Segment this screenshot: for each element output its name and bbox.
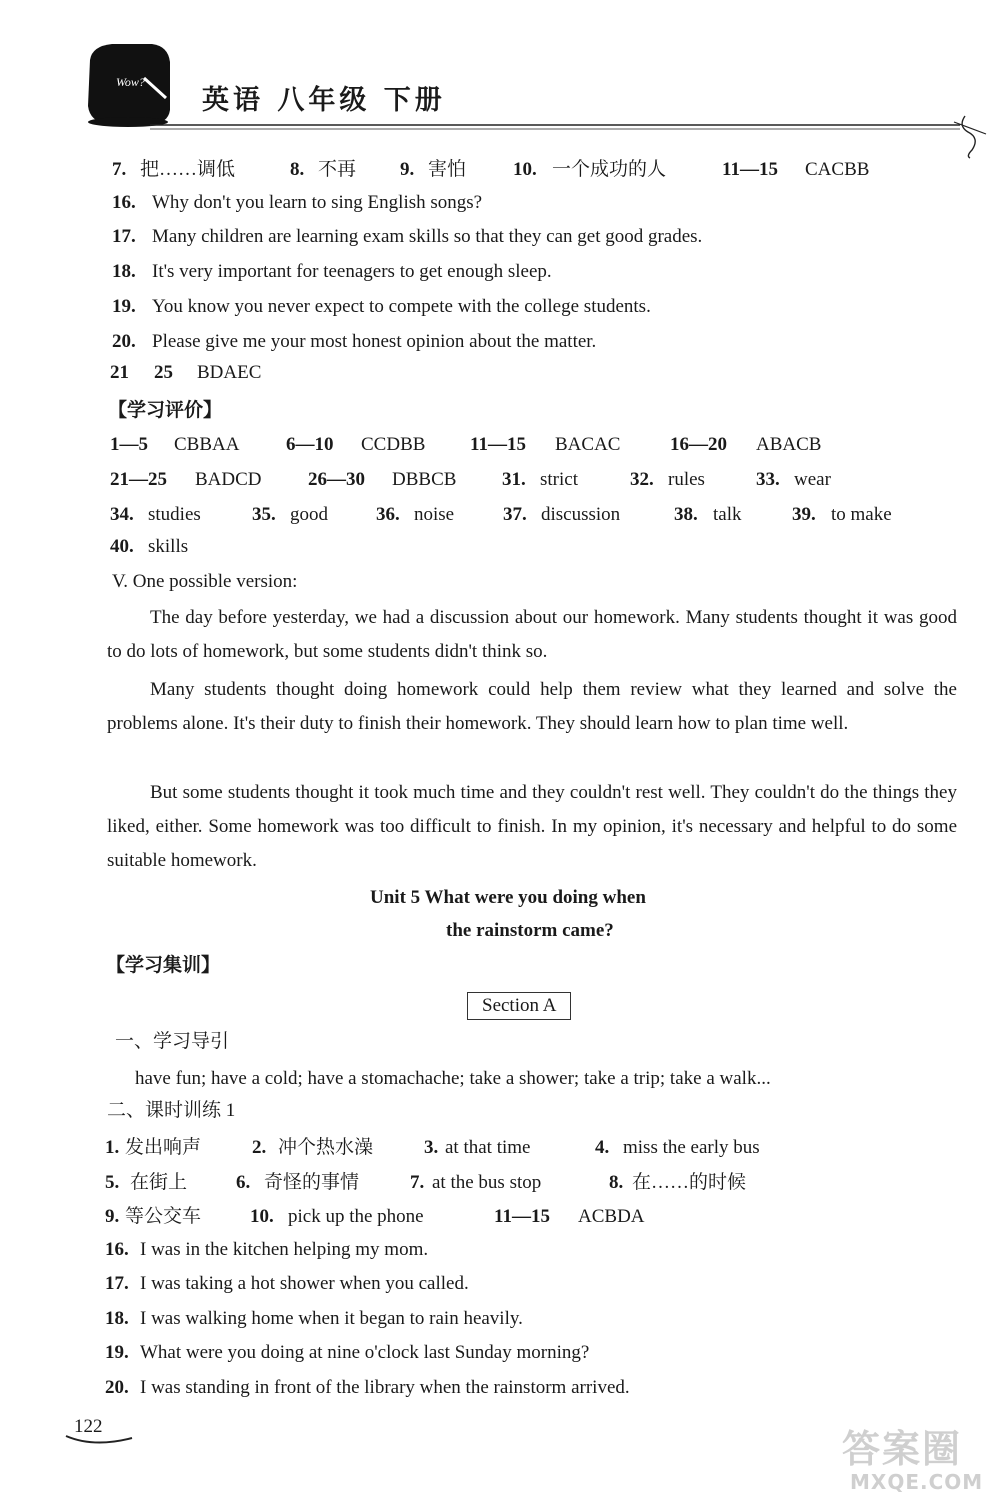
unit-title-line2: the rainstorm came?	[446, 920, 614, 941]
item-number: 33.	[756, 469, 780, 490]
section-label: 【学习集训】	[106, 955, 221, 976]
answer-row	[0, 1131, 1000, 1165]
item-answer: to make	[831, 504, 892, 525]
item-answer: I was walking home when it began to rain heavily.	[140, 1308, 523, 1329]
item-number: 1.	[105, 1137, 120, 1158]
guide-text: have fun; have a cold; have a stomachache; take a shower; take a trip; take a walk...	[135, 1068, 771, 1089]
item-answer: skills	[148, 536, 189, 557]
item-answer: BACAC	[555, 434, 621, 455]
item-number: 6—10	[286, 434, 334, 455]
item-number: 37.	[503, 504, 527, 525]
item-number: 2.	[252, 1137, 267, 1158]
section-box: Section A	[467, 992, 571, 1020]
item-answer: 不再	[318, 159, 357, 180]
item-number: 20.	[105, 1377, 129, 1398]
item-answer: 害怕	[428, 159, 467, 180]
item-answer: Please give me your most honest opinion about the matter.	[152, 331, 597, 352]
item-answer: DBBCB	[392, 469, 457, 490]
answer-row	[0, 1166, 1000, 1200]
subsection-heading: 二、课时训练 1	[107, 1100, 236, 1121]
item-number: 18.	[105, 1308, 129, 1329]
item-answer: talk	[713, 504, 742, 525]
item-answer: noise	[414, 504, 455, 525]
item-number: 18.	[112, 261, 136, 282]
essay-paragraph: But some students thought it took much time and they couldn't rest well. They couldn't do the things they liked, either. Some homework was too difficult to finish. In my opinion, it's necessary and helpful to do some suitable homework.	[107, 782, 957, 871]
item-number: 5.	[105, 1172, 120, 1193]
item-answer: BADCD	[195, 469, 262, 490]
header-logo-text: Wow?	[116, 75, 145, 89]
sentence-line	[0, 220, 1000, 254]
page-number: 122	[74, 1416, 103, 1437]
item-answer: wear	[794, 469, 831, 490]
version-heading: V. One possible version:	[112, 571, 298, 592]
item-answer: ACBDA	[578, 1206, 645, 1227]
answer-row	[0, 428, 1000, 462]
sentence-line	[0, 1233, 1000, 1267]
item-answer: Many children are learning exam skills so that they can get good grades.	[152, 226, 703, 247]
essay-paragraph: The day before yesterday, we had a discussion about our homework. Many students thought it was good to do lots of homework, but some students didn't think so.	[107, 607, 957, 662]
item-answer: strict	[540, 469, 578, 490]
watermark-logo: 答案圈	[842, 1427, 963, 1471]
item-answer: CACBB	[805, 159, 870, 180]
item-number: 1—5	[110, 434, 148, 455]
item-answer: I was in the kitchen helping my mom.	[140, 1239, 429, 1260]
item-answer: rules	[668, 469, 705, 490]
answer-row	[0, 498, 1000, 532]
answer-row	[0, 463, 1000, 497]
sentence-line	[0, 1336, 1000, 1370]
item-number: 17.	[112, 226, 136, 247]
item-number: 40.	[110, 536, 134, 557]
item-number: 35.	[252, 504, 276, 525]
item-number: 39.	[792, 504, 816, 525]
answer-row	[0, 356, 1000, 390]
item-number: 9.	[105, 1206, 120, 1227]
item-number: 4.	[595, 1137, 610, 1158]
item-number: 3.	[424, 1137, 439, 1158]
item-number: 19.	[105, 1342, 129, 1363]
item-number: 16.	[112, 192, 136, 213]
item-answer: BDAEC	[197, 362, 262, 383]
item-number: 26—30	[308, 469, 365, 490]
item-answer: good	[290, 504, 328, 525]
item-number: 32.	[630, 469, 654, 490]
item-number: 8.	[609, 1172, 624, 1193]
item-number: 10.	[250, 1206, 274, 1227]
item-answer: studies	[148, 504, 201, 525]
item-answer: I was standing in front of the library when the rainstorm arrived.	[140, 1377, 630, 1398]
item-answer: 奇怪的事情	[264, 1172, 360, 1193]
item-number: 7.	[410, 1172, 425, 1193]
sentence-line	[0, 255, 1000, 289]
sentence-line	[0, 1267, 1000, 1301]
section-label: 【学习评价】	[108, 400, 223, 421]
item-number: 16.	[105, 1239, 129, 1260]
item-answer: You know you never expect to compete with the college students.	[152, 296, 651, 317]
item-answer: 一个成功的人	[552, 159, 667, 180]
item-answer: CBBAA	[174, 434, 240, 455]
item-number: 25	[154, 362, 173, 383]
item-number: 34.	[110, 504, 134, 525]
item-number: 38.	[674, 504, 698, 525]
answer-row	[0, 153, 1000, 187]
item-answer: 冲个热水澡	[278, 1137, 374, 1158]
sentence-line	[0, 186, 1000, 220]
item-number: 9.	[400, 159, 415, 180]
item-number: 21—25	[110, 469, 167, 490]
essay-paragraph: Many students thought doing homework could help them review what they learned and solve the problems alone. It's their duty to finish their homework. They should learn how to plan time well.	[107, 679, 957, 734]
item-answer: 把……调低	[140, 159, 236, 180]
item-number: 21	[110, 362, 129, 383]
item-answer: at the bus stop	[432, 1172, 542, 1193]
page-title: 英语 八年级 下册	[202, 85, 446, 116]
item-answer: Why don't you learn to sing English songs?	[152, 192, 483, 213]
watermark-url: MXQE.COM	[850, 1470, 984, 1494]
subsection-heading: 一、学习导引	[115, 1031, 230, 1052]
item-number: 7.	[112, 159, 127, 180]
item-answer: 在……的时候	[632, 1172, 747, 1193]
item-answer: 在街上	[130, 1172, 188, 1193]
item-answer: ABACB	[756, 434, 822, 455]
item-number: 11—15	[470, 434, 526, 455]
item-number: 6.	[236, 1172, 251, 1193]
sentence-line	[0, 1302, 1000, 1336]
item-answer: discussion	[541, 504, 621, 525]
item-number: 8.	[290, 159, 305, 180]
unit-title-line1: Unit 5 What were you doing when	[370, 887, 646, 908]
item-answer: CCDBB	[361, 434, 426, 455]
item-answer: I was taking a hot shower when you called.	[140, 1273, 469, 1294]
item-number: 36.	[376, 504, 400, 525]
item-answer: pick up the phone	[288, 1206, 424, 1227]
sentence-line	[0, 1371, 1000, 1405]
item-number: 11—15	[494, 1206, 550, 1227]
sentence-line	[0, 325, 1000, 359]
item-answer: It's very important for teenagers to get enough sleep.	[152, 261, 552, 282]
item-answer: 发出响声	[125, 1137, 202, 1158]
item-answer: at that time	[445, 1137, 531, 1158]
item-number: 10.	[513, 159, 537, 180]
item-answer: miss the early bus	[623, 1137, 760, 1158]
sentence-line	[0, 290, 1000, 324]
item-answer: 等公交车	[125, 1206, 202, 1227]
item-answer: What were you doing at nine o'clock last Sunday morning?	[140, 1342, 590, 1363]
item-number: 16—20	[670, 434, 727, 455]
page-number-swoosh-icon	[64, 1432, 134, 1450]
item-number: 20.	[112, 331, 136, 352]
answer-row	[0, 530, 1000, 564]
item-number: 31.	[502, 469, 526, 490]
item-number: 11—15	[722, 159, 778, 180]
item-number: 17.	[105, 1273, 129, 1294]
answer-row	[0, 1200, 1000, 1234]
item-number: 19.	[112, 296, 136, 317]
